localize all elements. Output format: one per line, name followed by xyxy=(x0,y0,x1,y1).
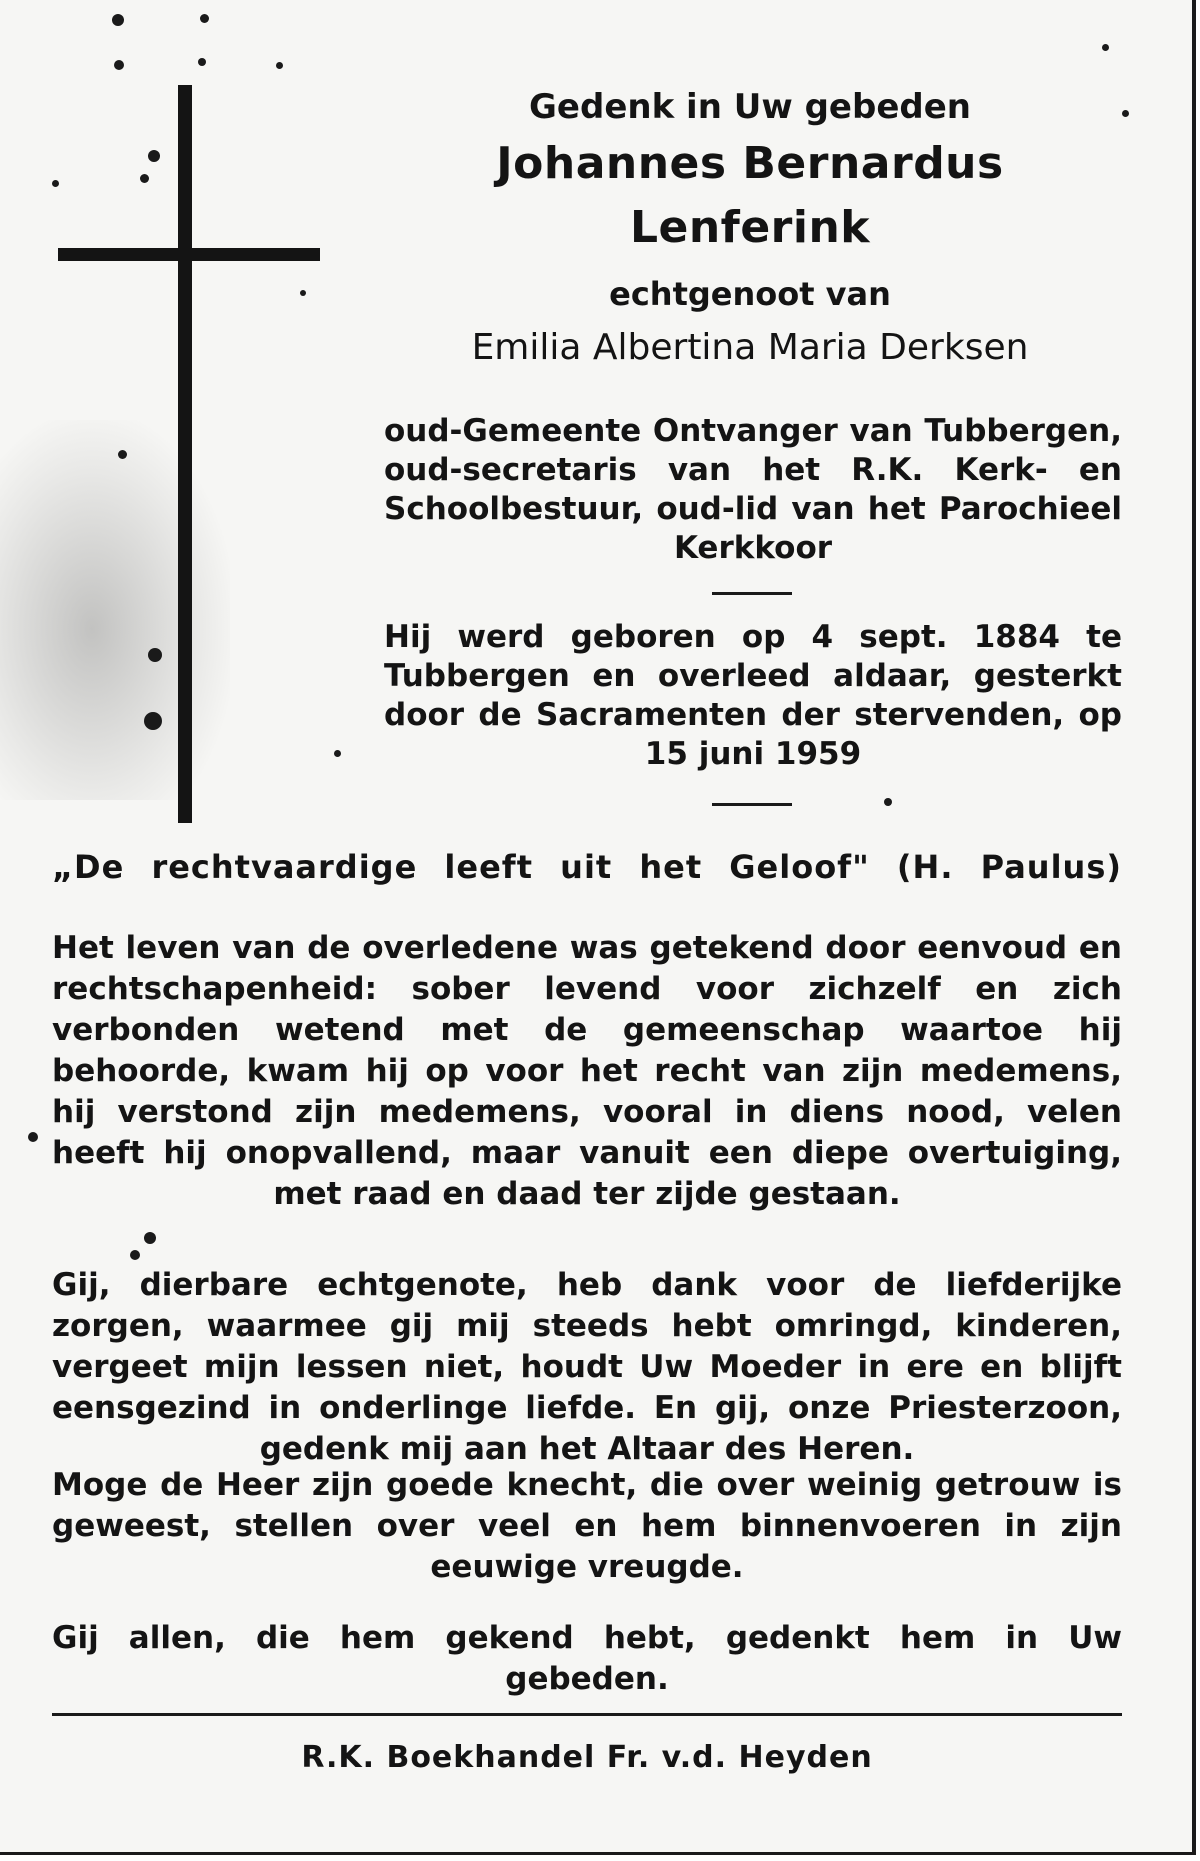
speck xyxy=(52,180,59,187)
paragraph-life: Het leven van de overledene was getekend door eenvoud en rechtschapenheid: sober levend voor zichzelf en zich verbonden wetend met de gemeenschap waartoe hij behoorde, kwam hij op voor het recht van zijn medemens, hij verstond zijn medemens, vooral in diens nood, velen heeft hij onopvallend, maar vanuit een diepe overtuiging, met raad en daad ter zijde gestaan. xyxy=(52,930,1122,1212)
print-smudge xyxy=(0,420,230,800)
paragraph-closing: Gij allen, die hem gekend hebt, gedenkt hem in Uw gebeden. xyxy=(52,1620,1122,1697)
deceased-name-line2: Lenferink xyxy=(629,202,871,253)
functions-text: oud-Gemeente Ontvanger van Tubbergen, oud-secretaris van het R.K. Kerk- en Schoolbestuur, oud-lid van het Parochieel Kerkkoor xyxy=(384,413,1122,566)
separator-short xyxy=(712,592,792,595)
spouse-label: echtgenoot van xyxy=(609,275,891,313)
speck xyxy=(112,14,124,26)
cross-vertical-bar xyxy=(178,85,192,823)
speck xyxy=(114,60,124,70)
paragraph-prayer: Moge de Heer zijn goede knecht, die over weinig getrouw is geweest, stellen over veel en hem binnenvoeren in zijn eeuwige vreugde. xyxy=(52,1467,1122,1585)
footer-rule xyxy=(52,1713,1122,1716)
separator-short xyxy=(712,803,792,806)
speck xyxy=(28,1132,38,1142)
speck xyxy=(118,450,127,459)
printer-credit: R.K. Boekhandel Fr. v.d. Heyden xyxy=(301,1740,873,1775)
cross-horizontal-bar xyxy=(58,248,320,261)
intro-line: Gedenk in Uw gebeden xyxy=(529,87,971,127)
speck xyxy=(276,62,283,69)
card-header xyxy=(380,82,1120,376)
speck xyxy=(200,14,209,23)
speck xyxy=(334,750,341,757)
paragraph-family: Gij, dierbare echtgenote, heb dank voor de liefderijke zorgen, waarmee gij mij steeds hebt omringd, kinderen, vergeet mijn lessen niet, houdt Uw Moeder in ere en blijft eensgezind in onderlinge liefde. En gij, onze Priesterzoon, gedenk mij aan het Altaar des Heren. xyxy=(52,1267,1122,1467)
speck xyxy=(144,1232,156,1244)
speck xyxy=(148,648,162,662)
speck xyxy=(144,712,162,730)
speck xyxy=(884,798,892,806)
bible-quote: „De rechtvaardige leeft uit het Geloof" (H. Paulus) xyxy=(52,848,1122,886)
speck xyxy=(148,150,160,162)
spouse-name: Emilia Albertina Maria Derksen xyxy=(471,327,1029,368)
deceased-name-line1: Johannes Bernardus xyxy=(496,138,1004,189)
speck xyxy=(300,290,306,296)
birth-death-text: Hij werd geboren op 4 sept. 1884 te Tubbergen en overleed aldaar, gesterkt door de Sacramenten der stervenden, op 15 juni 1959 xyxy=(384,619,1122,772)
speck xyxy=(1122,110,1129,117)
speck xyxy=(130,1250,140,1260)
speck xyxy=(198,58,206,66)
speck xyxy=(1102,44,1109,51)
speck xyxy=(140,174,149,183)
